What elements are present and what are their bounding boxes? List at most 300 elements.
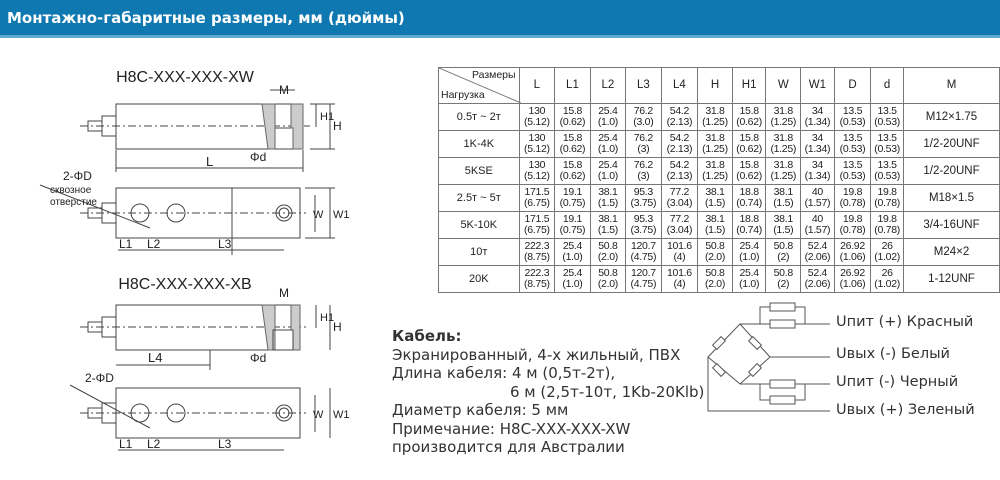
value-mm: 13.5 — [877, 159, 897, 171]
value-inches: (1.34) — [804, 116, 831, 128]
label-h1: H1 — [320, 111, 335, 123]
label-m-xb: M — [279, 286, 289, 300]
value-inches: (2.0) — [704, 251, 726, 263]
value-inches: (1.25) — [770, 170, 797, 182]
label-h: H — [333, 119, 342, 133]
load-cell: 5KSE — [439, 158, 520, 185]
value-inches: (0.53) — [874, 170, 900, 182]
value-cell — [834, 212, 871, 239]
value-cell — [801, 212, 835, 239]
corner-load-label: Нагрузка — [441, 89, 485, 101]
column-header-l3: L3 — [626, 68, 662, 104]
value-cell — [698, 104, 733, 131]
cable-line: 6 м (2,5т-10т, 1Kb-20Klb) — [510, 382, 705, 401]
cable-line: Примечание: H8C-XXX-XXX-XW — [392, 419, 631, 438]
table-header-row — [439, 68, 1000, 104]
value-inches: (0.62) — [559, 170, 586, 182]
value-cell — [766, 185, 801, 212]
value-mm: 31.8 — [705, 105, 725, 117]
value-inches: (5.12) — [524, 170, 550, 182]
value-mm: 130 — [528, 159, 546, 171]
value-mm: 38.1 — [705, 213, 725, 225]
value-inches: (2.0) — [704, 278, 726, 290]
value-cell — [834, 266, 871, 293]
value-cell — [555, 158, 591, 185]
label-l3-xb: L3 — [218, 437, 232, 451]
value-mm: 101.6 — [667, 267, 692, 279]
value-mm: 38.1 — [598, 213, 618, 225]
value-cell — [590, 131, 625, 158]
value-mm: 52.4 — [807, 267, 828, 279]
value-inches: (1.34) — [804, 170, 831, 182]
value-mm: 15.8 — [562, 105, 583, 117]
value-inches: (1.0) — [597, 116, 618, 128]
value-mm: 130 — [528, 105, 546, 117]
thread-cell: 3/4-16UNF — [903, 212, 999, 239]
label-l2-xb: L2 — [147, 437, 161, 451]
value-mm: 19.8 — [877, 186, 897, 198]
value-cell — [732, 212, 766, 239]
value-inches: (0.53) — [874, 143, 900, 155]
cable-line: производится для Австралии — [392, 438, 625, 456]
label-hole-note1: сквозное — [50, 185, 92, 196]
cable-line: Длина кабеля: 4 м (0,5т-2т), — [392, 364, 616, 382]
value-cell — [661, 104, 698, 131]
thread-cell: M18×1.5 — [903, 185, 999, 212]
value-inches: (0.53) — [839, 143, 866, 155]
value-cell — [801, 239, 835, 266]
cable-line: Экранированный, 4-х жильный, ПВХ — [392, 345, 681, 364]
value-cell — [555, 212, 591, 239]
value-inches: (2.0) — [597, 251, 618, 263]
value-inches: (0.74) — [736, 224, 762, 236]
value-cell — [661, 158, 698, 185]
value-mm: 76.2 — [633, 132, 653, 144]
table-row — [439, 104, 1000, 131]
value-mm: 15.8 — [739, 105, 759, 117]
value-inches: (8.75) — [524, 251, 550, 263]
table-row — [439, 266, 1000, 293]
value-inches: (0.78) — [874, 197, 900, 209]
value-mm: 25.4 — [562, 240, 583, 252]
value-mm: 25.4 — [739, 267, 759, 279]
value-inches: (1.5) — [704, 197, 726, 209]
value-inches: (1.0) — [562, 251, 583, 263]
value-cell — [555, 185, 591, 212]
corner-header — [439, 68, 520, 104]
value-mm: 31.8 — [773, 132, 793, 144]
value-inches: (3.04) — [666, 224, 693, 236]
thread-cell: M12×1.75 — [903, 104, 999, 131]
value-cell — [661, 185, 698, 212]
value-cell — [766, 266, 801, 293]
value-mm: 38.1 — [773, 186, 793, 198]
value-inches: (1.0) — [597, 170, 618, 182]
value-cell — [834, 185, 871, 212]
value-mm: 31.8 — [705, 132, 725, 144]
value-mm: 50.8 — [773, 267, 793, 279]
corner-dimensions-label: Размеры — [471, 69, 516, 81]
value-mm: 222.3 — [524, 240, 550, 252]
value-mm: 34 — [811, 105, 823, 117]
value-mm: 40 — [811, 186, 823, 198]
value-inches: (1.06) — [839, 251, 866, 263]
table-row — [439, 158, 1000, 185]
value-inches: (0.75) — [559, 197, 586, 209]
label-hole-note2: отверстие — [50, 197, 97, 208]
value-cell — [626, 158, 662, 185]
value-mm: 95.3 — [633, 186, 653, 198]
value-mm: 77.2 — [669, 213, 690, 225]
value-inches: (4) — [673, 251, 686, 263]
value-mm: 25.4 — [598, 132, 618, 144]
value-inches: (0.53) — [874, 116, 900, 128]
value-inches: (0.53) — [839, 116, 866, 128]
value-inches: (1.25) — [702, 143, 728, 155]
value-mm: 76.2 — [633, 105, 653, 117]
value-mm: 19.8 — [877, 213, 897, 225]
value-inches: (8.75) — [524, 278, 550, 290]
cable-info — [392, 327, 704, 457]
value-inches: (2.13) — [666, 170, 693, 182]
value-inches: (0.62) — [736, 116, 762, 128]
value-cell — [626, 104, 662, 131]
value-cell — [732, 266, 766, 293]
value-inches: (2.13) — [666, 143, 693, 155]
wire-label-output-plus: Uвых (+) Зеленый — [836, 402, 975, 418]
column-header-l: L — [519, 68, 555, 104]
value-mm: 50.8 — [705, 267, 725, 279]
value-mm: 19.1 — [562, 213, 583, 225]
label-d-xb: Φd — [250, 351, 267, 365]
value-cell — [698, 185, 733, 212]
value-mm: 34 — [811, 159, 823, 171]
value-mm: 95.3 — [633, 213, 653, 225]
value-cell — [519, 266, 555, 293]
value-cell — [661, 266, 698, 293]
value-mm: 34 — [811, 132, 823, 144]
value-inches: (4.75) — [630, 251, 657, 263]
value-inches: (3.75) — [630, 224, 657, 236]
load-cell: 5K-10K — [439, 212, 520, 239]
value-cell — [590, 212, 625, 239]
value-inches: (3.04) — [666, 197, 693, 209]
value-inches: (1.57) — [804, 224, 831, 236]
value-mm: 130 — [528, 132, 546, 144]
value-inches: (1.25) — [702, 116, 728, 128]
load-cell: 2.5т ~ 5т — [439, 185, 520, 212]
column-header-l4: L4 — [661, 68, 698, 104]
label-l: L — [206, 154, 214, 169]
value-inches: (6.75) — [524, 224, 550, 236]
value-inches: (0.78) — [839, 224, 866, 236]
value-cell — [732, 104, 766, 131]
column-header-l1: L1 — [555, 68, 591, 104]
value-cell — [590, 239, 625, 266]
value-inches: (0.78) — [839, 197, 866, 209]
cable-line: Диаметр кабеля: 5 мм — [392, 401, 569, 419]
value-cell — [834, 104, 871, 131]
value-mm: 18.8 — [739, 186, 759, 198]
column-header-l2: L2 — [590, 68, 625, 104]
value-cell — [766, 212, 801, 239]
value-cell — [626, 212, 662, 239]
value-cell — [871, 158, 904, 185]
value-mm: 13.5 — [842, 132, 863, 144]
value-inches: (0.62) — [559, 116, 586, 128]
column-header-h: H — [698, 68, 733, 104]
label-w: W — [313, 209, 324, 221]
label-l1-xb: L1 — [119, 437, 133, 451]
value-cell — [555, 239, 591, 266]
value-mm: 13.5 — [842, 159, 863, 171]
value-cell — [590, 266, 625, 293]
value-cell — [698, 212, 733, 239]
value-cell — [698, 239, 733, 266]
value-inches: (1.57) — [804, 197, 831, 209]
value-mm: 50.8 — [773, 240, 793, 252]
label-l2: L2 — [147, 237, 161, 251]
load-cell: 10т — [439, 239, 520, 266]
value-cell — [871, 266, 904, 293]
value-inches: (1.06) — [839, 278, 866, 290]
value-cell — [661, 131, 698, 158]
value-cell — [661, 212, 698, 239]
load-cell: 0.5т ~ 2т — [439, 104, 520, 131]
top-view-xb — [70, 385, 330, 450]
value-cell — [661, 239, 698, 266]
drawing-title-xb: H8C-XXX-XXX-XB — [118, 276, 252, 293]
value-inches: (3) — [637, 143, 650, 155]
thread-cell: 1/2-20UNF — [903, 131, 999, 158]
value-inches: (1.25) — [702, 170, 728, 182]
value-cell — [555, 104, 591, 131]
label-l3: L3 — [218, 237, 232, 251]
value-mm: 52.4 — [807, 240, 828, 252]
value-cell — [698, 131, 733, 158]
value-inches: (3.75) — [630, 197, 657, 209]
value-cell — [801, 131, 835, 158]
value-cell — [626, 266, 662, 293]
value-mm: 15.8 — [739, 159, 759, 171]
value-mm: 13.5 — [877, 105, 897, 117]
dimension-drawings — [0, 0, 400, 480]
drawing-title-xw: H8C-XXX-XXX-XW — [116, 69, 254, 86]
value-mm: 50.8 — [705, 240, 725, 252]
value-inches: (1.5) — [773, 224, 794, 236]
value-mm: 38.1 — [705, 186, 725, 198]
value-mm: 120.7 — [630, 240, 656, 252]
value-mm: 50.8 — [598, 240, 618, 252]
value-cell — [871, 239, 904, 266]
column-header-m: M — [903, 68, 999, 104]
value-mm: 31.8 — [773, 159, 793, 171]
value-inches: (4) — [673, 278, 686, 290]
wire-label-supply-plus: Uпит (+) Красный — [836, 314, 974, 330]
value-mm: 120.7 — [630, 267, 656, 279]
value-mm: 25.4 — [562, 267, 583, 279]
value-inches: (6.75) — [524, 197, 550, 209]
value-inches: (5.12) — [524, 116, 550, 128]
label-h-xb: H — [333, 320, 342, 334]
side-view-xb — [80, 305, 330, 370]
label-d: Φd — [250, 150, 267, 164]
table-row — [439, 185, 1000, 212]
value-mm: 222.3 — [524, 267, 550, 279]
value-cell — [801, 185, 835, 212]
value-cell — [519, 131, 555, 158]
value-inches: (3.0) — [633, 116, 654, 128]
label-l1: L1 — [119, 237, 133, 251]
label-m: M — [279, 83, 289, 97]
value-cell — [590, 185, 625, 212]
value-cell — [519, 212, 555, 239]
value-inches: (1.5) — [597, 197, 618, 209]
value-mm: 77.2 — [669, 186, 690, 198]
load-cell: 20K — [439, 266, 520, 293]
value-cell — [590, 158, 625, 185]
value-inches: (1.02) — [874, 278, 900, 290]
value-cell — [834, 239, 871, 266]
label-l4: L4 — [148, 350, 163, 365]
value-mm: 25.4 — [598, 159, 618, 171]
value-mm: 171.5 — [524, 186, 550, 198]
value-inches: (3) — [637, 170, 650, 182]
value-mm: 38.1 — [773, 213, 793, 225]
value-cell — [766, 131, 801, 158]
value-mm: 50.8 — [598, 267, 618, 279]
page-title: Монтажно-габаритные размеры, мм (дюймы) — [7, 9, 405, 27]
value-cell — [871, 131, 904, 158]
value-cell — [766, 158, 801, 185]
value-inches: (1.0) — [739, 278, 760, 290]
column-header-w: W — [766, 68, 801, 104]
value-inches: (2) — [777, 278, 790, 290]
value-inches: (0.62) — [736, 170, 762, 182]
value-inches: (0.53) — [839, 170, 866, 182]
value-inches: (2.06) — [804, 278, 831, 290]
value-cell — [555, 131, 591, 158]
wire-label-output-minus: Uвых (-) Белый — [836, 346, 950, 362]
value-mm: 31.8 — [705, 159, 725, 171]
value-inches: (1.34) — [804, 143, 831, 155]
value-mm: 18.8 — [739, 213, 759, 225]
value-mm: 15.8 — [739, 132, 759, 144]
value-cell — [871, 104, 904, 131]
value-cell — [834, 158, 871, 185]
label-hole: 2-ΦD — [63, 169, 92, 183]
value-inches: (2.0) — [597, 278, 618, 290]
value-mm: 40 — [811, 213, 823, 225]
value-cell — [766, 239, 801, 266]
value-cell — [519, 185, 555, 212]
value-inches: (1.25) — [770, 116, 797, 128]
value-cell — [801, 266, 835, 293]
value-mm: 38.1 — [598, 186, 618, 198]
value-cell — [871, 212, 904, 239]
value-cell — [698, 266, 733, 293]
value-cell — [519, 104, 555, 131]
value-mm: 26.92 — [840, 240, 865, 252]
dimensions-table — [438, 67, 1000, 293]
value-mm: 15.8 — [562, 159, 583, 171]
value-inches: (2) — [777, 251, 790, 263]
value-mm: 19.1 — [562, 186, 583, 198]
value-cell — [871, 185, 904, 212]
value-mm: 19.8 — [842, 186, 863, 198]
column-header-d: D — [834, 68, 871, 104]
value-cell — [766, 104, 801, 131]
value-mm: 171.5 — [524, 213, 550, 225]
value-cell — [801, 158, 835, 185]
value-cell — [732, 239, 766, 266]
value-inches: (0.78) — [874, 224, 900, 236]
value-inches: (1.5) — [773, 197, 794, 209]
value-mm: 26.92 — [840, 267, 865, 279]
value-inches: (1.0) — [739, 251, 760, 263]
value-cell — [698, 158, 733, 185]
value-inches: (4.75) — [630, 278, 657, 290]
value-mm: 26 — [881, 240, 893, 252]
value-inches: (1.0) — [597, 143, 618, 155]
value-mm: 101.6 — [667, 240, 692, 252]
value-inches: (2.06) — [804, 251, 831, 263]
cable-title: Кабель: — [392, 327, 462, 345]
value-inches: (1.0) — [562, 278, 583, 290]
value-cell — [519, 239, 555, 266]
value-cell — [732, 131, 766, 158]
thread-cell: 1/2-20UNF — [903, 158, 999, 185]
thread-cell: 1-12UNF — [903, 266, 999, 293]
value-mm: 15.8 — [562, 132, 583, 144]
value-inches: (5.12) — [524, 143, 550, 155]
label-hole-xb: 2-ΦD — [85, 371, 114, 385]
value-inches: (1.25) — [770, 143, 797, 155]
value-mm: 25.4 — [739, 240, 759, 252]
value-cell — [626, 185, 662, 212]
table-row — [439, 239, 1000, 266]
value-cell — [519, 158, 555, 185]
value-mm: 19.8 — [842, 213, 863, 225]
thread-cell: M24×2 — [903, 239, 999, 266]
value-inches: (1.02) — [874, 251, 900, 263]
column-header-w1: W1 — [801, 68, 835, 104]
value-inches: (1.5) — [704, 224, 726, 236]
value-inches: (0.74) — [736, 197, 762, 209]
value-mm: 13.5 — [842, 105, 863, 117]
value-inches: (0.62) — [559, 143, 586, 155]
value-inches: (0.75) — [559, 224, 586, 236]
value-inches: (0.62) — [736, 143, 762, 155]
value-cell — [732, 185, 766, 212]
value-cell — [801, 104, 835, 131]
table-row — [439, 212, 1000, 239]
value-cell — [626, 239, 662, 266]
value-inches: (1.5) — [597, 224, 618, 236]
value-mm: 54.2 — [669, 159, 690, 171]
value-mm: 26 — [881, 267, 893, 279]
column-header-d: d — [871, 68, 904, 104]
value-mm: 31.8 — [773, 105, 793, 117]
value-cell — [626, 131, 662, 158]
value-mm: 76.2 — [633, 159, 653, 171]
value-inches: (2.13) — [666, 116, 693, 128]
column-header-h1: H1 — [732, 68, 766, 104]
table-row — [439, 131, 1000, 158]
value-mm: 54.2 — [669, 132, 690, 144]
label-w1: W1 — [333, 209, 350, 221]
value-cell — [555, 266, 591, 293]
